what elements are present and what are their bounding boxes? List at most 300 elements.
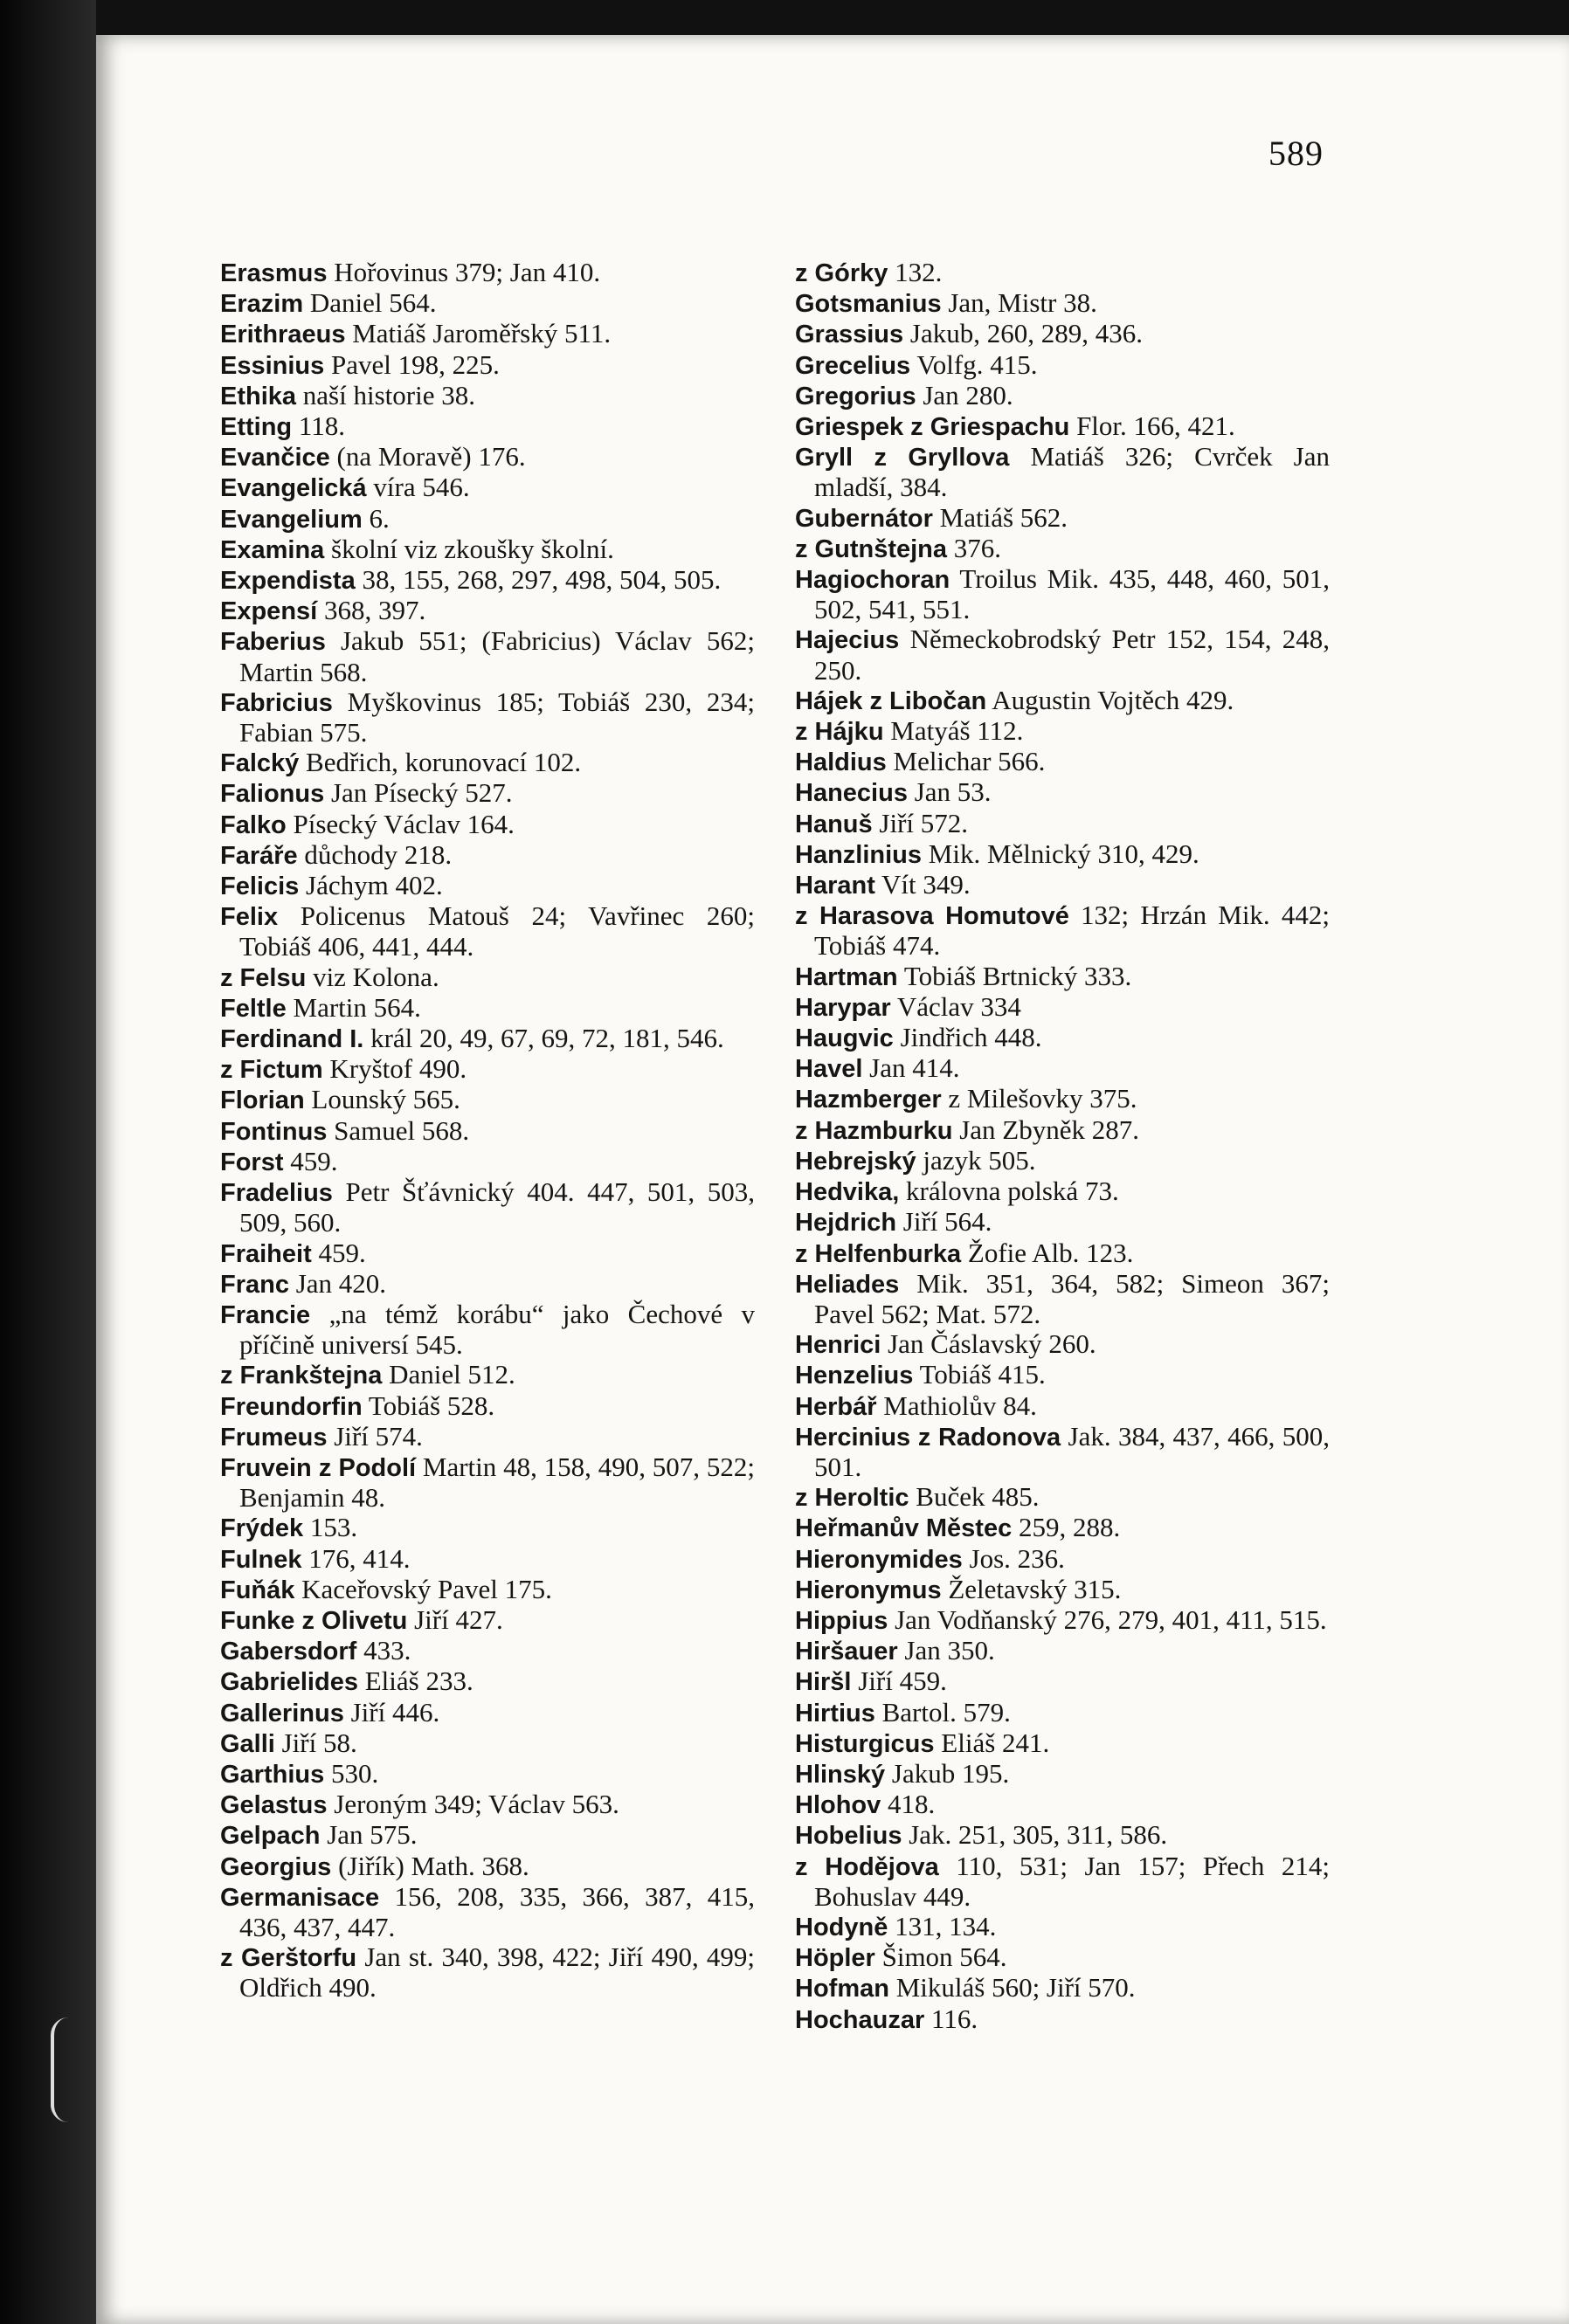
entry-references: Eliáš 233.	[357, 1665, 473, 1697]
entry-references: Kryštof 490.	[322, 1053, 467, 1085]
entry-heading: Evangelická	[220, 474, 367, 503]
index-entry	[220, 1116, 755, 1147]
entry-heading: Falko	[220, 810, 287, 839]
index-entry	[795, 1973, 1330, 2003]
entry-references: Daniel 564.	[303, 287, 437, 319]
index-entry	[220, 1024, 755, 1054]
entry-heading: Franc	[220, 1270, 289, 1299]
index-entry	[795, 777, 1330, 808]
index-entry	[220, 288, 755, 319]
entry-references: Flor. 166, 421.	[1069, 410, 1235, 442]
index-entry	[795, 1790, 1330, 1820]
index-entry	[220, 1698, 755, 1728]
entry-heading: Evančice	[220, 444, 330, 472]
index-entry	[220, 1942, 755, 2003]
index-entry	[795, 503, 1330, 534]
entry-references: 459.	[283, 1145, 338, 1176]
entry-heading: Hlinský	[795, 1760, 886, 1789]
entry-heading: Fabricius	[220, 688, 333, 717]
index-entry	[795, 809, 1330, 839]
entry-references: Jan, Mistr 38.	[941, 287, 1097, 319]
index-entry	[795, 962, 1330, 992]
index-entry	[795, 1053, 1330, 1084]
entry-heading: Henzelius	[795, 1362, 914, 1390]
entry-heading: z Hodějova	[795, 1852, 939, 1881]
entry-heading: Expensí	[220, 597, 318, 626]
index-entry	[795, 1360, 1330, 1390]
entry-heading: Faberius	[220, 628, 326, 657]
entry-references: Matyáš 112.	[883, 715, 1024, 747]
entry-references: Martin 564.	[286, 991, 421, 1023]
entry-references: Jáchym 402.	[299, 870, 443, 901]
entry-references: Jiří 564.	[896, 1206, 992, 1238]
entry-references: Jan 575.	[320, 1819, 418, 1851]
entry-references: Samuel 568.	[327, 1114, 470, 1146]
entry-references: Tobiáš 528.	[362, 1390, 495, 1421]
entry-heading: z Harasova Homutové	[795, 902, 1069, 931]
entry-heading: Henrici	[795, 1331, 881, 1360]
entry-references: Jan Zbyněk 287.	[952, 1114, 1140, 1145]
entry-heading: Felicis	[220, 872, 300, 901]
entry-heading: Hippius	[795, 1606, 888, 1635]
entry-heading: Hieronymus	[795, 1576, 942, 1604]
entry-references: Jan 420.	[288, 1267, 387, 1299]
index-entry	[220, 1820, 755, 1851]
entry-heading: z Helfenburka	[795, 1239, 962, 1268]
index-entry	[795, 1666, 1330, 1697]
entry-references: 132; Hrzán Mik. 442; Tobiáš 474.	[814, 900, 1330, 962]
entry-heading: Harypar	[795, 993, 891, 1022]
index-entry	[220, 1269, 755, 1300]
entry-references: Jiří 574.	[327, 1420, 423, 1452]
entry-heading: Forst	[220, 1148, 284, 1176]
index-entry	[795, 442, 1330, 502]
index-entry	[795, 1115, 1330, 1146]
index-entry	[220, 840, 755, 871]
entry-references: Šimon 564.	[874, 1941, 1007, 1973]
entry-heading: Gabersdorf	[220, 1638, 357, 1666]
entry-heading: Hirtius	[795, 1699, 875, 1727]
index-entry	[795, 1422, 1330, 1482]
entry-references: 118.	[292, 410, 346, 442]
index-entry	[795, 1146, 1330, 1176]
entry-references: královna polská 73.	[899, 1176, 1119, 1207]
entry-references: Jak. 251, 305, 311, 586.	[902, 1819, 1168, 1851]
entry-references: (na Moravě) 176.	[329, 441, 526, 472]
entry-heading: Gregorius	[795, 382, 916, 410]
entry-heading: Haugvic	[795, 1024, 894, 1053]
index-entry	[220, 1666, 755, 1697]
entry-references: z Milešovky 375.	[941, 1083, 1137, 1114]
index-entry	[220, 1422, 755, 1452]
entry-references: Matiáš Jaroměřský 511.	[345, 318, 612, 349]
entry-heading: Felix	[220, 903, 279, 932]
entry-heading: Fraiheit	[220, 1239, 312, 1268]
index-entry	[795, 1084, 1330, 1114]
index-entry	[795, 258, 1330, 288]
entry-references: 433.	[356, 1635, 411, 1666]
entry-references: Bedřich, korunovací 102.	[299, 747, 582, 778]
index-entry	[220, 1147, 755, 1177]
index-entry	[795, 350, 1330, 381]
entry-heading: Heliades	[795, 1270, 900, 1299]
entry-references: Jakub 551; (Fabricius) Václav 562; Martin 568.	[239, 625, 755, 687]
entry-references: Jakub, 260, 289, 436.	[903, 318, 1143, 349]
entry-references: Mathiolův 84.	[876, 1390, 1037, 1421]
index-entry	[795, 1852, 1330, 1912]
index-entry	[795, 1238, 1330, 1269]
index-entry	[220, 381, 755, 411]
entry-references: Bartol. 579.	[874, 1696, 1011, 1727]
index-entry	[220, 1636, 755, 1666]
entry-heading: Falcký	[220, 749, 300, 778]
index-entry	[220, 626, 755, 686]
index-column-right	[795, 258, 1330, 2035]
entry-heading: Fuňák	[220, 1576, 295, 1604]
index-entry	[795, 564, 1330, 624]
entry-references: Hořovinus 379; Jan 410.	[327, 257, 601, 287]
entry-references: Matiáš 326; Cvrček Jan mladší, 384.	[814, 441, 1331, 503]
index-entry	[220, 411, 755, 442]
index-entry	[220, 810, 755, 840]
index-entry	[220, 1575, 755, 1605]
entry-heading: z Frankštejna	[220, 1362, 383, 1390]
entry-heading: Florian	[220, 1086, 305, 1115]
entry-heading: Hazmberger	[795, 1086, 942, 1114]
entry-heading: z Fictum	[220, 1056, 323, 1085]
entry-heading: Galli	[220, 1729, 275, 1758]
index-entry	[795, 1391, 1330, 1422]
entry-heading: Gelastus	[220, 1791, 328, 1820]
index-entry	[795, 1207, 1330, 1238]
entry-references: 153.	[303, 1512, 358, 1543]
entry-references: víra 546.	[366, 472, 470, 503]
index-entry	[220, 1177, 755, 1238]
entry-references: 368, 397.	[317, 595, 426, 626]
index-entry	[220, 962, 755, 993]
index-entry	[795, 1023, 1330, 1053]
entry-heading: Erasmus	[220, 259, 328, 287]
index-entry	[795, 839, 1330, 870]
entry-references: 6.	[362, 502, 390, 534]
entry-heading: Fontinus	[220, 1117, 328, 1146]
entry-heading: Freundorfin	[220, 1392, 363, 1421]
entry-references: Tobiáš 415.	[913, 1359, 1046, 1390]
entry-heading: Georgius	[220, 1852, 332, 1881]
entry-references: 176, 414.	[301, 1542, 411, 1574]
entry-heading: Hofman	[795, 1975, 889, 2003]
entry-heading: z Górky	[795, 259, 888, 287]
index-entry	[795, 1575, 1330, 1605]
index-column-left	[220, 258, 755, 2003]
index-entry	[795, 1636, 1330, 1666]
entry-references: Jan st. 340, 398, 422; Jiří 490, 499; Oldřich 490.	[239, 1941, 756, 2003]
entry-heading: Gelpach	[220, 1822, 321, 1851]
entry-references: jazyk 505.	[916, 1144, 1036, 1176]
entry-heading: Gabrielides	[220, 1668, 358, 1697]
entry-references: Jiří 427.	[407, 1603, 503, 1635]
index-entry	[795, 1513, 1330, 1543]
entry-references: Pavel 198, 225.	[324, 348, 500, 380]
entry-references: Petr Šťávnický 404. 447, 501, 503, 509, 560.	[239, 1176, 755, 1238]
entry-heading: Histurgicus	[795, 1729, 935, 1758]
index-entry	[220, 871, 755, 901]
index-entry	[220, 1085, 755, 1115]
index-entry	[795, 1759, 1330, 1790]
entry-heading: Gubernátor	[795, 504, 933, 533]
entry-references: Žofie Alb. 123.	[961, 1237, 1134, 1268]
entry-references: 156, 208, 335, 366, 387, 415, 436, 437, 447.	[239, 1880, 755, 1942]
index-entry	[220, 778, 755, 809]
entry-references: Jiří 572.	[872, 807, 969, 838]
index-entry	[795, 2004, 1330, 2035]
entry-heading: Gallerinus	[220, 1699, 344, 1727]
index-entry	[795, 870, 1330, 900]
entry-references: naší historie 38.	[296, 379, 475, 410]
entry-heading: Hanecius	[795, 779, 908, 808]
index-entry	[220, 1544, 755, 1575]
entry-references: Matiáš 562.	[932, 501, 1068, 533]
index-entry	[795, 1698, 1330, 1728]
entry-references: viz Kolona.	[306, 961, 439, 992]
entry-heading: Feltle	[220, 994, 287, 1023]
entry-heading: Hejdrich	[795, 1209, 897, 1238]
entry-heading: Fruvein z Podolí	[220, 1453, 417, 1482]
entry-heading: Havel	[795, 1055, 863, 1084]
entry-heading: Hieronymides	[795, 1545, 963, 1574]
entry-references: Jiří 446.	[343, 1696, 440, 1727]
entry-references: Troilus Mik. 435, 448, 460, 501, 502, 541, 551.	[814, 563, 1330, 625]
index-entry	[795, 1482, 1330, 1513]
index-entry	[220, 596, 755, 626]
entry-references: 38, 155, 268, 297, 498, 504, 505.	[355, 564, 722, 596]
entry-heading: Garthius	[220, 1760, 325, 1789]
entry-references: Jan 280.	[916, 379, 1013, 410]
index-entry	[795, 900, 1330, 961]
page-edge-shadow	[0, 0, 96, 2324]
index-entry	[795, 381, 1330, 411]
entry-references: 376.	[947, 532, 1002, 563]
index-entry	[220, 687, 755, 748]
entry-references: Jan 414.	[862, 1052, 960, 1084]
entry-references: Eliáš 241.	[934, 1727, 1050, 1758]
index-entry	[220, 504, 755, 534]
entry-heading: Heřmanův Městec	[795, 1514, 1013, 1543]
index-entry	[795, 1820, 1330, 1851]
entry-references: Melichar 566.	[886, 746, 1046, 777]
entry-references: důchody 218.	[297, 838, 453, 870]
entry-heading: Hajecius	[795, 626, 900, 655]
entry-references: Želetavský 315.	[941, 1573, 1122, 1604]
index-entry	[795, 624, 1330, 685]
entry-heading: z Heroltic	[795, 1484, 909, 1513]
entry-references: Jan 350.	[897, 1635, 995, 1666]
index-entry	[795, 288, 1330, 319]
entry-references: 132.	[888, 257, 943, 287]
index-entry	[220, 442, 755, 472]
entry-heading: Hedvika,	[795, 1178, 900, 1207]
index-entry	[795, 1728, 1330, 1759]
index-entry	[795, 319, 1330, 349]
index-entry	[795, 1942, 1330, 1973]
index-entry	[795, 716, 1330, 747]
entry-references: Německobrodský Petr 152, 154, 248, 250.	[814, 624, 1330, 686]
entry-heading: Ethika	[220, 382, 297, 410]
index-entry	[220, 1605, 755, 1636]
entry-heading: Hanzlinius	[795, 840, 923, 869]
index-entry	[220, 1360, 755, 1390]
entry-references: Jiří 58.	[274, 1727, 357, 1758]
entry-heading: Gotsmanius	[795, 290, 942, 319]
index-entry	[795, 1329, 1330, 1360]
entry-references: král 20, 49, 67, 69, 72, 181, 546.	[363, 1023, 724, 1054]
index-entry	[795, 992, 1330, 1023]
index-entry	[220, 901, 755, 962]
entry-references: Buček 485.	[909, 1481, 1040, 1513]
entry-heading: Griespek z Griespachu	[795, 413, 1070, 442]
index-entry	[220, 1300, 755, 1360]
index-entry	[220, 258, 755, 288]
entry-heading: Hebrejský	[795, 1147, 916, 1176]
entry-references: Myškovinus 185; Tobiáš 230, 234; Fabian 575.	[239, 686, 755, 748]
entry-heading: Frýdek	[220, 1514, 304, 1543]
index-entry	[220, 748, 755, 778]
index-entry	[795, 1544, 1330, 1575]
entry-heading: Hiršauer	[795, 1638, 898, 1666]
entry-heading: Francie	[220, 1300, 311, 1329]
entry-references: Jan Čáslavský 260.	[881, 1328, 1096, 1360]
entry-heading: z Felsu	[220, 963, 307, 992]
index-entry	[220, 1790, 755, 1820]
entry-heading: Frumeus	[220, 1423, 328, 1452]
entry-references: Písecký Václav 164.	[286, 808, 515, 839]
index-entry	[795, 686, 1330, 716]
index-entry	[795, 1605, 1330, 1636]
index-entry	[795, 1269, 1330, 1329]
entry-references: Augustin Vojtěch 429.	[986, 684, 1234, 715]
entry-heading: Fulnek	[220, 1545, 302, 1574]
entry-heading: Funke z Olivetu	[220, 1606, 408, 1635]
entry-heading: Höpler	[795, 1944, 875, 1973]
entry-heading: Faráře	[220, 841, 298, 870]
index-entry	[795, 747, 1330, 777]
entry-heading: z Hájku	[795, 718, 884, 747]
index-entry	[220, 1452, 755, 1513]
entry-references: Jak. 384, 437, 466, 500, 501.	[814, 1420, 1330, 1482]
entry-references: Mik. 351, 364, 582; Simeon 367; Pavel 562; Mat. 572.	[814, 1267, 1330, 1329]
entry-heading: Hobelius	[795, 1822, 902, 1851]
entry-references: 131, 134.	[888, 1910, 997, 1941]
index-entry	[220, 472, 755, 503]
index-entry	[220, 1054, 755, 1085]
entry-heading: Germanisace	[220, 1883, 380, 1912]
entry-heading: Evangelium	[220, 505, 363, 534]
entry-references: Jindřich 448.	[893, 1022, 1042, 1053]
entry-references: Lounský 565.	[304, 1084, 460, 1115]
entry-heading: Hagiochoran	[795, 566, 950, 595]
entry-references: 116.	[924, 2003, 978, 2034]
entry-references: Jiří 459.	[851, 1665, 947, 1697]
entry-references: 110, 531; Jan 157; Přech 214; Bohuslav 449.	[814, 1850, 1330, 1912]
entry-heading: Grassius	[795, 321, 904, 349]
entry-heading: Erithraeus	[220, 321, 346, 349]
page-number: 589	[1268, 134, 1324, 173]
entry-references: 259, 288.	[1012, 1512, 1121, 1543]
entry-heading: Hercinius z Radonova	[795, 1423, 1061, 1452]
entry-heading: Hájek z Libočan	[795, 686, 987, 715]
index-entry	[220, 1238, 755, 1269]
entry-references: Jakub 195.	[885, 1757, 1010, 1789]
entry-heading: Essinius	[220, 351, 325, 380]
entry-heading: Hanuš	[795, 810, 873, 838]
entry-heading: z Hazmburku	[795, 1116, 953, 1145]
entry-heading: Hiršl	[795, 1668, 852, 1697]
index-entry	[795, 534, 1330, 564]
entry-references: Mik. Mělnický 310, 429.	[922, 838, 1199, 869]
entry-references: Jan Písecký 527.	[324, 777, 513, 809]
entry-references: Martin 48, 158, 490, 507, 522; Benjamin 48.	[239, 1451, 755, 1514]
entry-heading: Examina	[220, 535, 325, 564]
entry-references: (Jiřík) Math. 368.	[331, 1850, 529, 1881]
index-entry	[220, 565, 755, 596]
entry-heading: Gryll z Gryllova	[795, 444, 1010, 472]
entry-references: Policenus Matouš 24; Vavřinec 260; Tobiáš 406, 441, 444.	[239, 900, 755, 962]
entry-heading: Expendista	[220, 567, 356, 596]
entry-heading: Hodyně	[795, 1913, 888, 1941]
entry-references: Václav 334	[890, 990, 1021, 1022]
index-entry	[795, 1176, 1330, 1207]
entry-heading: Erazim	[220, 290, 304, 319]
entry-references: 418.	[881, 1789, 936, 1820]
entry-heading: Fradelius	[220, 1179, 333, 1208]
entry-heading: Hochauzar	[795, 2005, 925, 2034]
entry-references: Volfg. 415.	[910, 348, 1038, 380]
entry-references: Vít 349.	[874, 869, 971, 900]
entry-heading: Herbář	[795, 1392, 877, 1421]
entry-heading: Grecelius	[795, 351, 911, 380]
index-entry	[220, 1513, 755, 1543]
index-entry	[220, 534, 755, 565]
index-entry	[220, 1882, 755, 1942]
entry-references: 530.	[324, 1757, 379, 1789]
entry-references: Jan 53.	[907, 776, 992, 808]
entry-references: školní viz zkoušky školní.	[324, 533, 614, 564]
entry-heading: Harant	[795, 872, 875, 900]
index-entry	[220, 1728, 755, 1759]
index-entry	[220, 319, 755, 349]
entry-heading: Haldius	[795, 748, 887, 777]
index-entry	[220, 350, 755, 381]
entry-references: Jeroným 349; Václav 563.	[327, 1789, 619, 1820]
entry-heading: Etting	[220, 413, 293, 442]
entry-references: „na témž korábu“ jako Čechové v příčině universí 545.	[239, 1298, 755, 1361]
entry-heading: z Gutnštejna	[795, 534, 948, 563]
index-entry	[795, 411, 1330, 442]
entry-references: Tobiáš Brtnický 333.	[897, 960, 1132, 991]
index-entry	[220, 1759, 755, 1790]
index-entry	[220, 993, 755, 1024]
entry-heading: Falionus	[220, 780, 325, 809]
entry-references: 459.	[311, 1237, 366, 1268]
entry-references: Daniel 512.	[382, 1359, 515, 1390]
index-entry	[220, 1852, 755, 1882]
entry-heading: z Gerštorfu	[220, 1944, 357, 1973]
index-entry	[795, 1912, 1330, 1942]
entry-heading: Hlohov	[795, 1791, 881, 1820]
entry-references: Jan Vodňanský 276, 279, 401, 411, 515.	[888, 1603, 1327, 1635]
entry-heading: Ferdinand I.	[220, 1025, 364, 1054]
entry-references: Jos. 236.	[962, 1542, 1065, 1574]
